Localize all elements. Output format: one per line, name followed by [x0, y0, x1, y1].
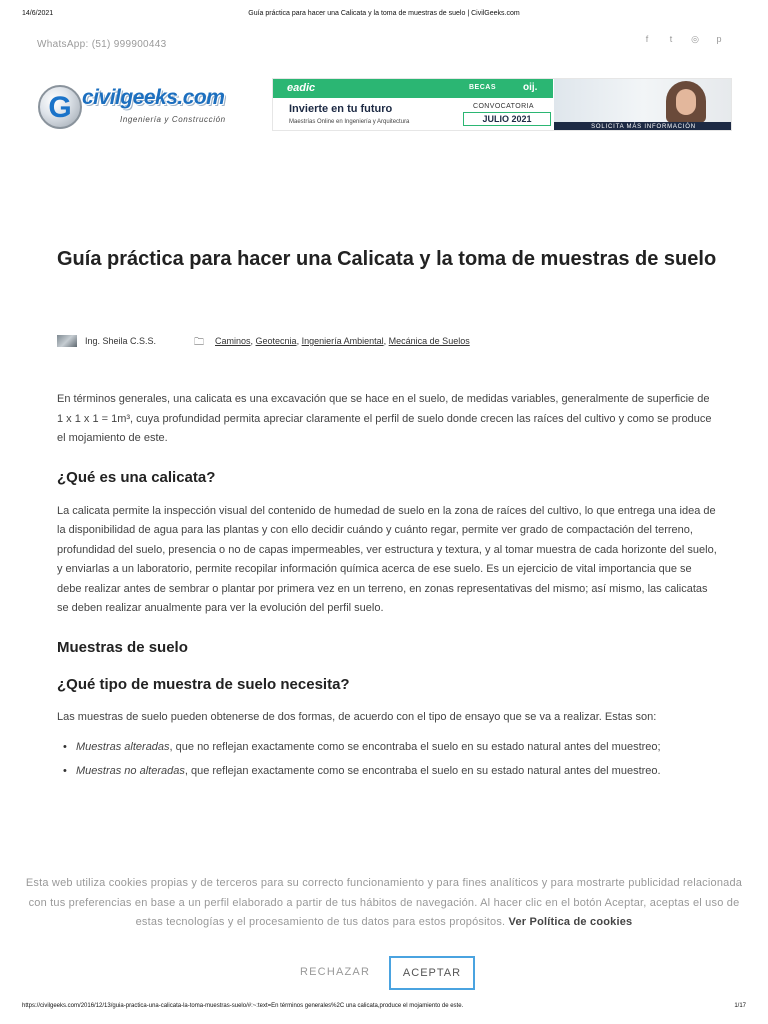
list-item-term: Muestras no alteradas: [76, 764, 185, 777]
social-links: [642, 34, 724, 45]
list-item: [57, 736, 717, 760]
cookie-banner: [0, 872, 768, 1002]
facebook-icon[interactable]: f: [645, 34, 649, 44]
twitter-icon[interactable]: t: [669, 34, 673, 44]
article-content: [57, 390, 717, 783]
list-item: [57, 760, 717, 784]
category-link-geotecnia[interactable]: Geotecnia: [255, 336, 297, 346]
ad-julio-badge: JULIO 2021: [463, 112, 551, 126]
pinterest-icon[interactable]: p: [716, 34, 722, 44]
list-item-text: , que reflejan exactamente como se encontraba el suelo en su estado natural antes del muestreo.: [184, 764, 661, 777]
sample-types-list: [57, 736, 717, 783]
globe-logo-icon: [38, 85, 82, 129]
que-es-paragraph: La calicata permite la inspección visual del contenido de humedad de suelo en la zona de raíces del cultivo, lo que entrega una idea de la disponibilidad de agua para las plantas y con ello decidir cuándo y cuánto regar, permite ver grado de compactación del terreno, profundidad del suelo, presencia o no de capas impermeables, ver estructura y textura, y al tomar muestra de cada horizonte del suelo, y enviarlas a un laboratorio, permite recopilar información química acerca de ese suelo. Es un ejercicio de vital importancia que se debe realizar antes de sembrar o plantar por primera vez en un terreno, en zonas representativas del mismo; así mismo, las calicatas se deben realizar anualmente para ver la evolución del perfil suelo.: [57, 504, 717, 614]
tipo-paragraph: Las muestras de suelo pueden obtenerse de dos formas, de acuerdo con el tipo de ensayo que se va a realizar. Estas son:: [57, 710, 657, 723]
list-item-term: Muestras alteradas: [76, 741, 170, 753]
logo-letter: G: [48, 91, 72, 124]
reject-cookies-button[interactable]: RECHAZAR: [300, 966, 371, 978]
intro-paragraph: En términos generales, una calicata es una excavación que se hace en el suelo, de medidas variables, generalmente de superficie de 1 x 1 x 1 = 1m³, cuya profundidad permita apreciar claramente el perfil de suelo donde crecen las raíces del cultivo y como se produce el mojamiento de este.: [57, 393, 712, 444]
category-link-ingenieria-ambiental[interactable]: Ingeniería Ambiental: [301, 336, 384, 346]
folder-icon: 🗀: [194, 337, 204, 348]
list-item-text: , que no reflejan exactamente como se encontraba el suelo en su estado natural antes del muestreo;: [169, 741, 661, 753]
heading-tipo-de-muestra: ¿Qué tipo de muestra de suelo necesita?: [57, 675, 350, 693]
print-footer: [22, 1003, 746, 1015]
category-link-mecanica-de-suelos[interactable]: Mecánica de Suelos: [388, 336, 470, 346]
logo-tagline: Ingeniería y Construcción: [120, 115, 226, 124]
ad-person-face: [676, 89, 696, 115]
accept-cookies-button[interactable]: ACEPTAR: [389, 956, 475, 990]
ad-eadic-logo: eadic: [287, 82, 316, 94]
cookie-policy-link[interactable]: Ver Política de cookies: [508, 916, 633, 928]
ad-banner[interactable]: [272, 78, 732, 131]
cookie-text: Esta web utiliza cookies propias y de terceros para su correcto funcionamiento y para fines analíticos y para mostrarte publicidad relacionada con tus preferencias en base a un perfil elaborado a partir de tus hábitos de navegación. Al hacer clic en el botón Aceptar, aceptas el uso de estas tecnologías y el procesamiento de tus datos para estos propósitos.: [25, 877, 743, 928]
heading-que-es-calicata: ¿Qué es una calicata?: [57, 468, 216, 486]
whatsapp-contact[interactable]: WhatsApp: (51) 999900443: [37, 39, 167, 50]
ad-headline: Invierte en tu futuro: [289, 103, 393, 115]
logo-brand-name: civilgeeks.com: [82, 86, 225, 109]
ad-becas-label: BECAS: [469, 84, 497, 91]
print-date: 14/6/2021: [22, 10, 54, 17]
cookie-text-block: [20, 874, 748, 933]
print-page-number: 1/17: [734, 1003, 746, 1009]
category-links: Caminos, Geotecnia, Ingeniería Ambiental, Mecánica de Suelos: [215, 336, 470, 346]
ad-cta[interactable]: SOLICITA MÁS INFORMACIÓN: [554, 122, 732, 131]
print-page-title: Guía práctica para hacer una Calicata y la toma de muestras de suelo | CivilGeeks.com: [248, 10, 520, 17]
print-header: [22, 10, 746, 22]
ad-subtitle: Maestrías Online en Ingeniería y Arquitectura: [289, 119, 410, 125]
category-link-caminos[interactable]: Caminos: [215, 336, 251, 346]
site-logo[interactable]: [38, 83, 234, 133]
top-bar: [37, 34, 724, 48]
ad-convocatoria: CONVOCATORIA: [473, 103, 534, 110]
author-name[interactable]: Ing. Sheila C.S.S.: [85, 336, 157, 346]
article-title: Guía práctica para hacer una Calicata y la toma de muestras de suelo: [57, 248, 717, 270]
heading-muestras-de-suelo: Muestras de suelo: [57, 638, 188, 656]
author-avatar: [57, 335, 77, 347]
instagram-icon[interactable]: ◎: [691, 34, 699, 44]
ad-oij-logo: oij.: [523, 82, 538, 93]
print-url: https://civilgeeks.com/2016/12/13/guia-practica-una-calicata-la-toma-muestras-suelo/#:~:text=En términos generales%2C una calicata,produce el mojamiento de este.: [22, 1003, 464, 1009]
